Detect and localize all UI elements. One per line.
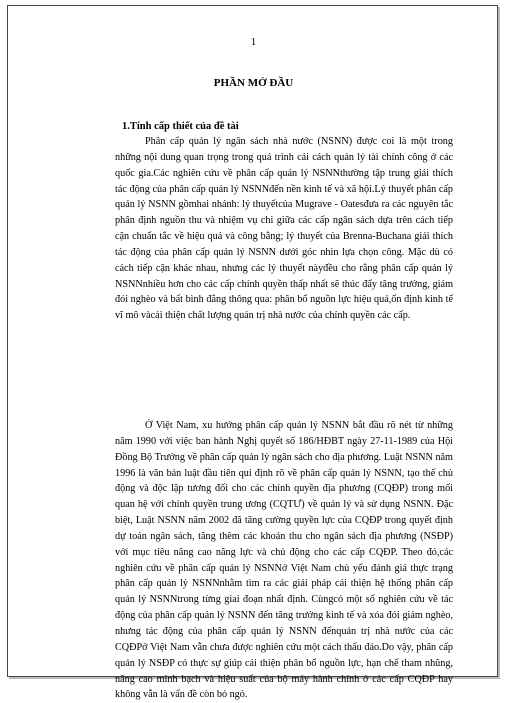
paragraph-2 (115, 418, 453, 703)
page-number: 1 (250, 36, 257, 48)
paragraph-1 (115, 134, 453, 324)
section-title: 1.Tính cấp thiết của đề tài (122, 121, 239, 132)
paragraph-1-text: Phân cấp quản lý ngân sách nhà nước (NSNN) được coi là một trong những nội dung quan trọng trong quá trình cải cách quản lý tài chính công ở các quốc gia.Các nghiên cứu về phân cấp quản lý NSNNthường tập trung giải thích tác động của phân cấp quản lý NSNNđến nền kinh tế và xã hội.Lý thuyết phân cấp quản lý NSNN gồmhai nhánh: lý thuyếtcủa Mugrave - Oatesđưa ra các nguyên tắc phân định nguồn thu và nhiệm vụ chi giữa các cấp ngân sách dựa trên cách tiếp cận chuẩn tắc về hiệu quả và công bằng; lý thuyết của Brenna-Buchana giải thích tác động của phân cấp quản lý NSNN dưới góc nhìn lựa chọn công. Mặc dù có cách tiếp cận khác nhau, nhưng các lý thuyết nàyđều cho rằng phân cấp quản lý NSNNnhiều hơn cho các cấp chính quyền thấp nhất sẽ thúc đẩy tăng trưởng, giảm đói nghèo và bất bình đẳng thông qua: phân bổ nguồn lực hiệu quả,ổn định kinh tế vĩ mô vàcải thiện chất lượng quản trị nhà nước của chính quyền các cấp. (115, 136, 453, 322)
paragraph-2-text: Ở Việt Nam, xu hướng phân cấp quản lý NSNN bắt đầu rõ nét từ những năm 1990 với việc ban hành Nghị quyết số 186/HĐBT ngày 27-11-1989 của Hội Đồng Bộ Trưởng về phân cấp quản lý ngân sách cho địa phương. Luật NSNN năm 1996 là văn bản luật đầu tiên qui định rõ về phân cấp quản lý NSNN, tạo thế chủ động và độc lập tương đối cho các chính quyền địa phương (CQĐP) trong mối quan hệ với chính quyền trung ương (CQTƯ) về quản lý và sử dụng NSNN. Đặc biệt, Luật NSNN năm 2002 đã tăng cường quyền lực của CQĐP trong quyết định dự toán ngân sách, tăng thêm các khoản thu cho ngân sách địa phương (NSĐP) với mục tiêu nâng cao năng lực và chủ động cho các cấp CQĐP. Theo đó,các nghiên cứu về phân cấp quản lý NSNNở Việt Nam chủ yếu đánh giá thực trạng phân cấp quản lý NSNNnhằm tìm ra các giải pháp cải thiện hệ thống phân cấp quản lý NSNNtrong từng giai đoạn nhất định. Cùngcó một số nghiên cứu về tác động của phân cấp quản lý NSNN đến tăng trưởng kinh tế và xóa đói giảm nghèo, nhưng tác động của phân cấp quản lý NSNN đếnquản trị nhà nước của các CQĐPở Việt Nam vẫn chưa được nghiên cứu một cách thấu đáo.Do vậy, phân cấp quản lý NSĐP có thực sự giúp cải thiện phân bổ nguồn lực, hạn chế tham nhũng, nâng cao minh bạch và hiệu suất của bộ máy hành chính ở các cấp CQĐP hay không vẫn là vấn đề còn bỏ ngỏ. (115, 420, 453, 701)
page-heading: PHẦN MỞ ĐẦU (213, 77, 294, 89)
